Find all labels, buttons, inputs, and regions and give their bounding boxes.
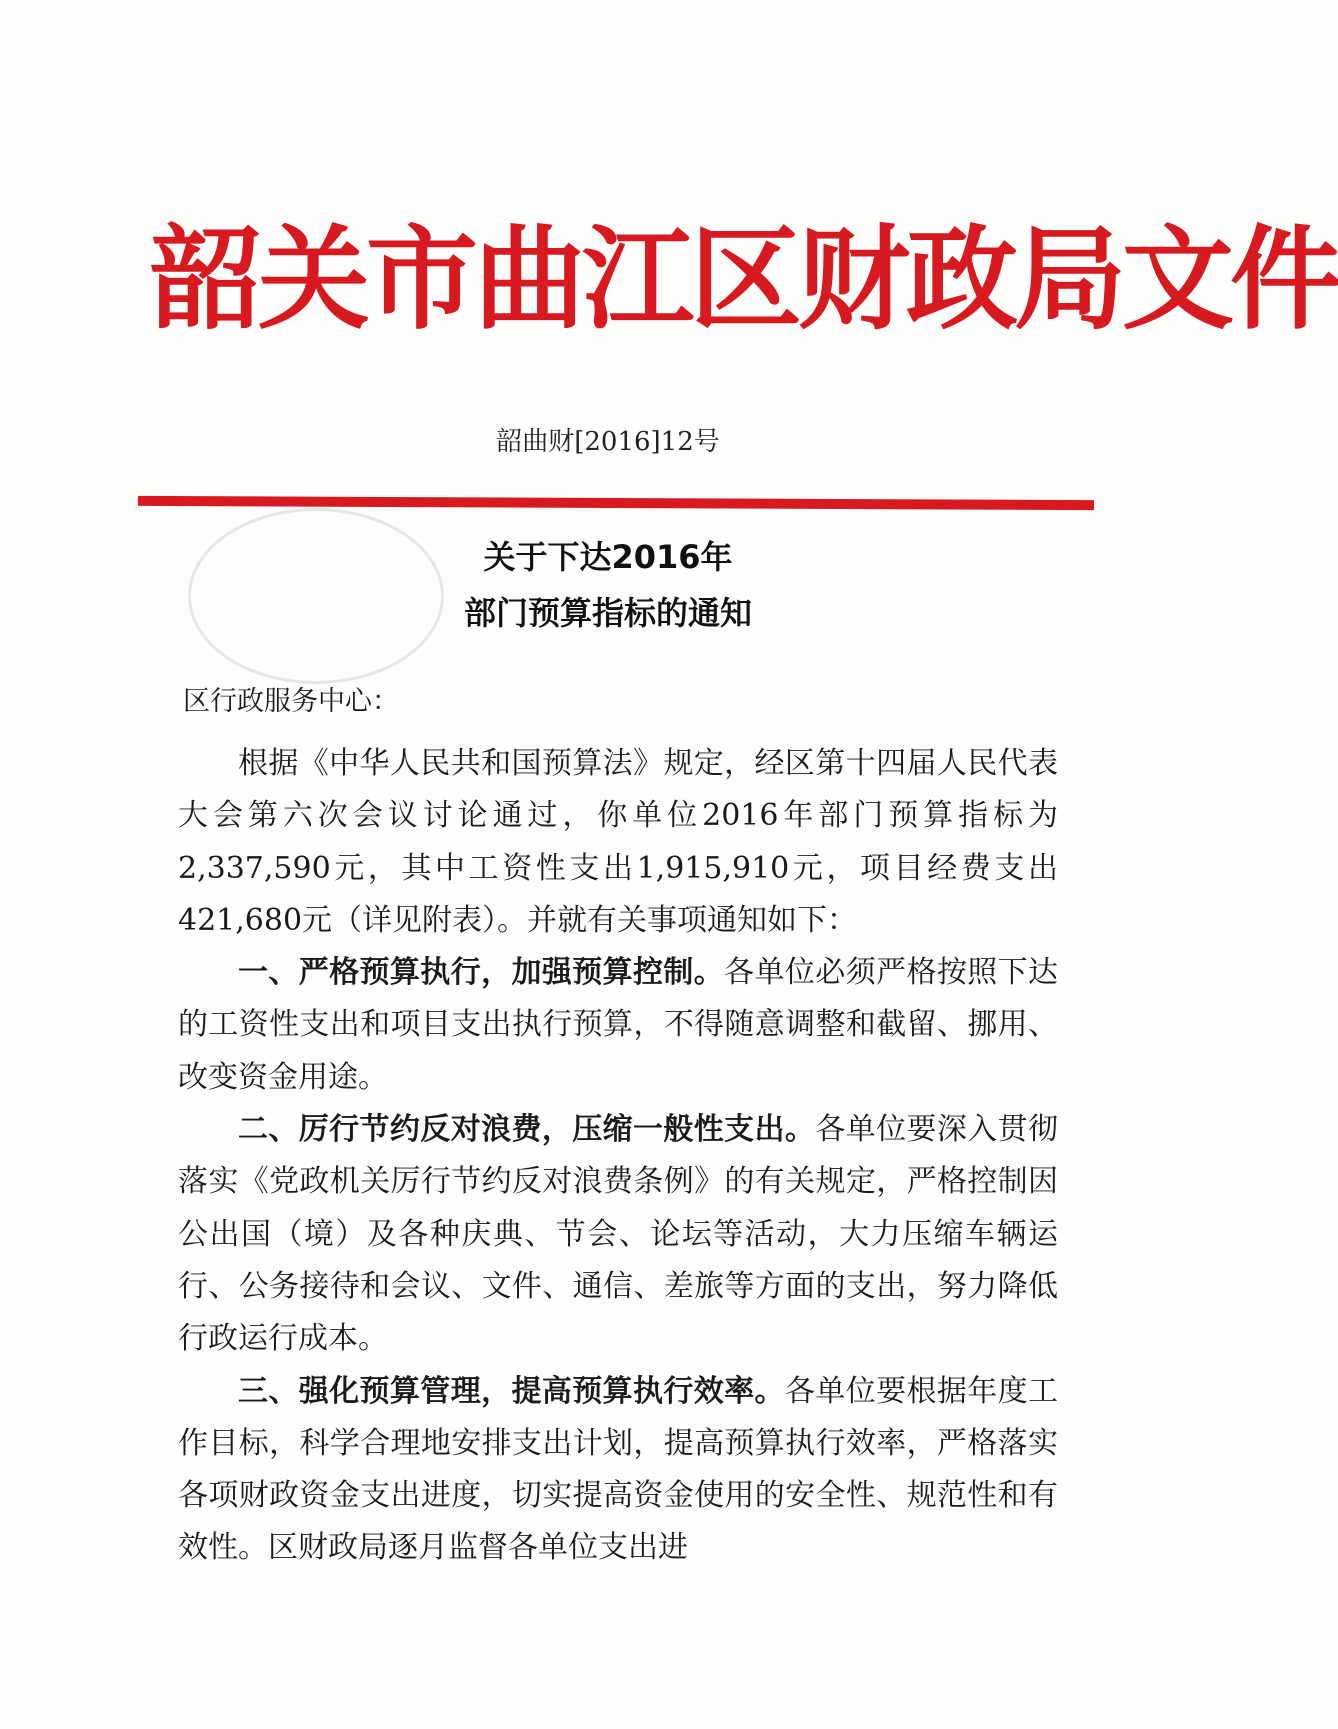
paragraph-text: 各单位要根据年度工作目标，科学合理地安排支出计划，提高预算执行效率，严格落实各项财政资金支出进度，切实提高资金使用的安全性、规范性和有效性。区财政局逐月监督各单位支出进	[178, 1373, 1059, 1566]
paragraph-text: 根据《中华人民共和国预算法》规定，经区第十四届人民代表大会第六次会议讨论通过，你单位2016年部门预算指标为2,337,590元，其中工资性支出1,915,910元，项目经费支出421,680元（详见附表）。并就有关事项通知如下：	[178, 746, 1058, 938]
document-number: 韶曲财[2016]12号	[496, 427, 720, 457]
paragraph-lead: 一、严格预算执行，加强预算控制。	[238, 955, 725, 991]
addressee: 区行政服务中心：	[183, 686, 399, 717]
paragraph-text: 各单位要深入贯彻落实《党政机关厉行节约反对浪费条例》的有关规定，严格控制因公出国（境）及各种庆典、节会、论坛等活动，大力压缩车辆运行、公务接待和会议、文件、通信、差旅等方面的支出，努力降低行政运行成本。	[178, 1112, 1059, 1357]
paragraph-item-2	[178, 1104, 1058, 1365]
notice-title-line2: 部门预算指标的通知	[463, 594, 752, 632]
org-document-header: 韶关市曲江区财政局文件	[150, 214, 1338, 345]
red-divider-line	[138, 496, 1094, 510]
paragraph-lead: 三、强化预算管理，提高预算执行效率。	[238, 1373, 785, 1409]
paragraph-text: 各单位必须严格按照下达的工资性支出和项目支出执行预算，不得随意调整和截留、挪用、改变资金用途。	[178, 955, 1059, 1095]
body-text	[178, 738, 1058, 1575]
paragraph-item-3	[178, 1366, 1058, 1575]
paragraph-lead: 二、厉行节约反对浪费，压缩一般性支出。	[238, 1112, 816, 1148]
paragraph-intro	[178, 738, 1058, 947]
notice-title-line1: 关于下达2016年	[483, 538, 733, 576]
paragraph-item-1	[178, 947, 1058, 1104]
